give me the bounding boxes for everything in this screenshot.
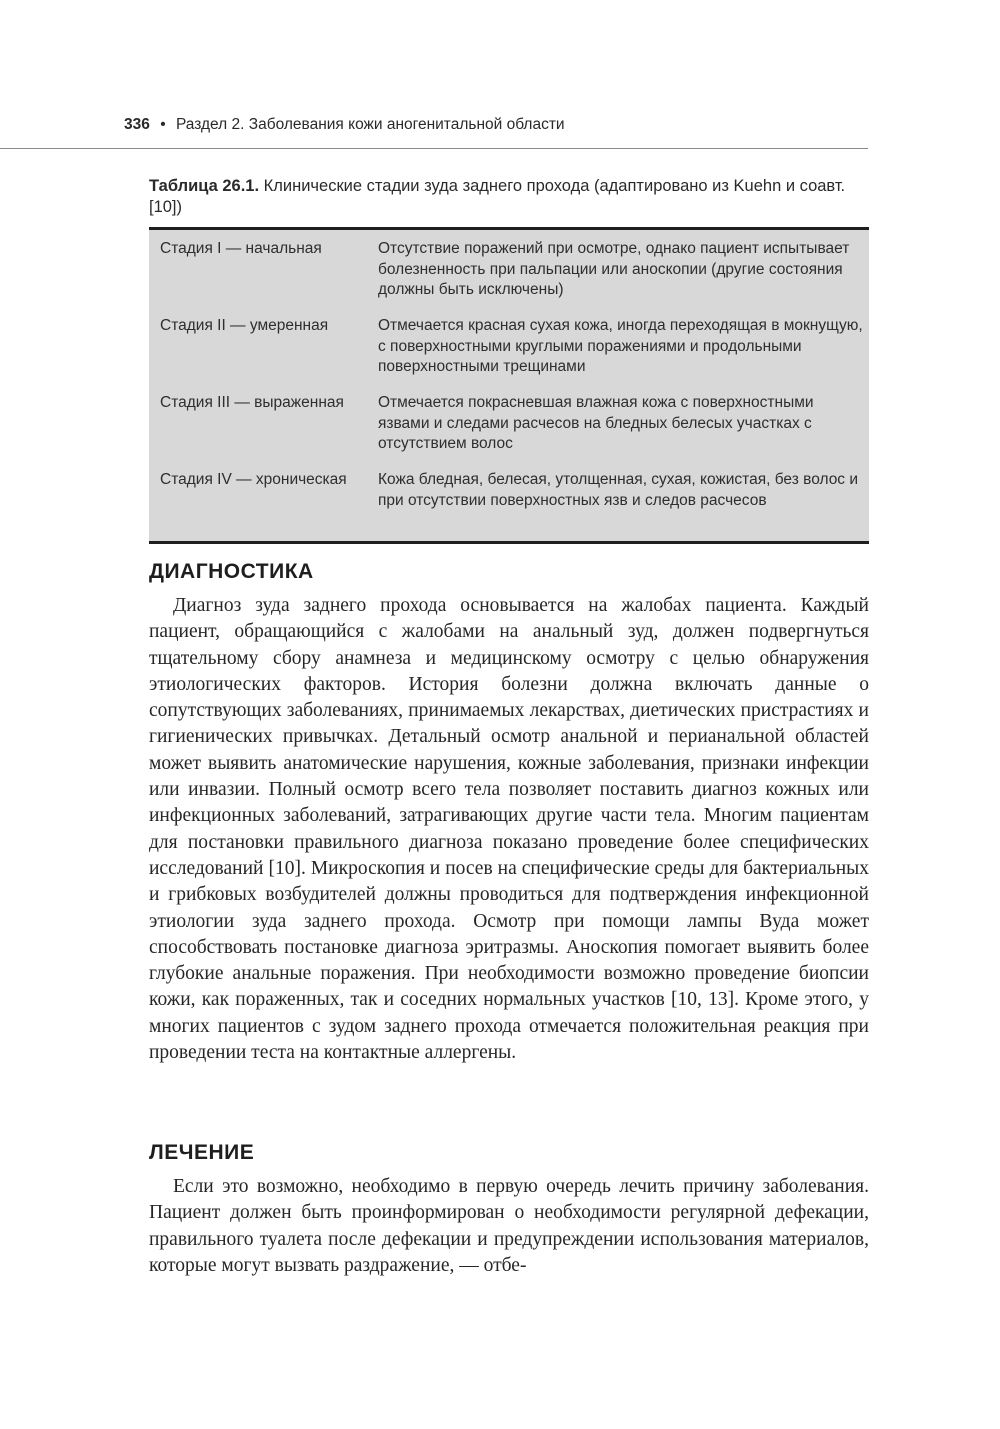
section-heading-diagnostics: ДИАГНОСТИКА xyxy=(149,560,314,583)
page-number: 336 xyxy=(124,116,150,133)
table-cell-description: Отмечается красная сухая кожа, иногда переходящая в мокнущую, с поверхностными круглыми поражениями и продольными поверхностными трещинами xyxy=(378,317,863,375)
table-cell-description: Отсутствие поражений при осмотре, однако пациент испытывает болезненность при пальпации или аноскопии (другие состояния должны быть исключены) xyxy=(378,240,850,298)
paragraph-diagnostics: Диагноз зуда заднего прохода основывается на жалобах пациента. Каждый пациент, обращающийся с жалобами на анальный зуд, должен подвергнуться тщательному сбору анамнеза и медицинскому осмотру с целью обнаружения этиологических факторов. История болезни должна включать данные о сопутствующих заболеваниях, принимаемых лекарствах, диетических пристрастиях и гигиенических привычках. Детальный осмотр анальной и перианальной областей может выявить анатомические нарушения, кожные заболевания, признаки инфекции или инвазии. Полный осмотр всего тела позволяет поставить диагноз кожных или инфекционных заболеваний, затрагивающих другие части тела. Многим пациентам для постановки правильного диагноза показано проведение более специфических исследований [10]. Микроскопия и посев на специфические среды для бактериальных и грибковых возбудителей должны проводиться для подтверждения инфекционной этиологии зуда заднего прохода. Осмотр при помощи лампы Вуда может способствовать постановке диагноза эритразмы. Аноскопия помогает выявить более глубокие анальные поражения. При необходимости возможно проведение биопсии кожи, как пораженных, так и соседних нормальных участков [10, 13]. Кроме этого, у многих пациентов с зудом заднего прохода отмечается положительная реакция при проведении теста на контактные аллергены. xyxy=(149,595,869,1064)
section-heading-treatment: ЛЕЧЕНИЕ xyxy=(149,1141,255,1164)
running-header xyxy=(124,116,869,134)
header-bullet: • xyxy=(160,116,166,133)
stages-table xyxy=(149,227,869,544)
table-caption-label: Таблица 26.1. xyxy=(149,177,260,195)
table-cell-description: Отмечается покрасневшая влажная кожа с поверхностными язвами и следами расчесов на бледных белесых участках с отсутствием волос xyxy=(378,394,814,452)
table-caption xyxy=(149,176,869,218)
header-rule xyxy=(0,148,868,149)
table-cell-stage: Стадия IV — хроническая xyxy=(160,471,347,488)
table-cell-stage: Стадия II — умеренная xyxy=(160,317,329,334)
running-title: Раздел 2. Заболевания кожи аногенитальной области xyxy=(175,116,565,133)
table-caption-text: Клинические стадии зуда заднего прохода (адаптировано из Kuehn и соавт. [10]) xyxy=(149,177,846,216)
table-cell-stage: Стадия III — выраженная xyxy=(160,394,344,411)
paragraph-treatment: Если это возможно, необходимо в первую очередь лечить причину заболевания. Пациент должен быть проинформирован о необходимости регулярной дефекации, правильного туалета после дефекации и предупреждении использования материалов, которые могут вызвать раздражение, — отбе- xyxy=(149,1176,869,1276)
table-cell-description: Кожа бледная, белесая, утолщенная, сухая, кожистая, без волос и при отсутствии поверхностных язв и следов расчесов xyxy=(378,471,859,509)
table-cell-stage: Стадия I — начальная xyxy=(160,240,322,257)
